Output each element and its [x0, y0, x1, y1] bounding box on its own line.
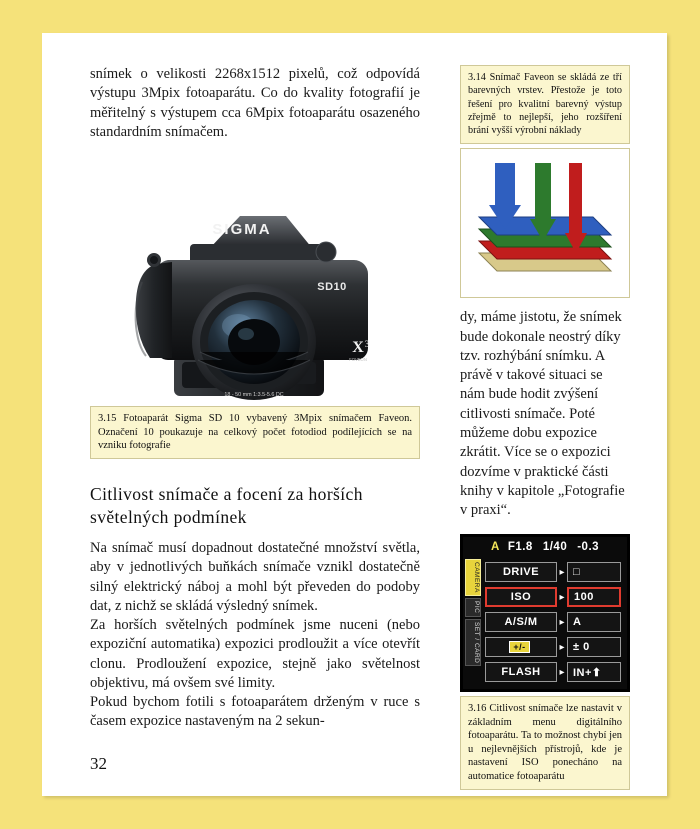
lcd-top-bar — [463, 537, 627, 557]
camera-menu-screenshot — [460, 534, 630, 692]
lcd-aperture: F1.8 — [507, 541, 533, 554]
lcd-row-asm-label: A/S/M — [485, 612, 557, 632]
lcd-row-drive[interactable] — [485, 561, 621, 583]
caption-figure-3-16: 3.16 Citlivost snímače lze nastavit v základním menu digitálního fotoaparátu. Ta to možnost chybí jen u nejlevnějších přístrojů, kde je nastavení ISO ponecháno na automatice fotoaparátu — [460, 696, 630, 790]
faveon-diagram-svg — [461, 149, 629, 297]
lcd-row-drive-value: □ — [567, 562, 621, 582]
right-column — [460, 65, 630, 790]
svg-text:3: 3 — [364, 339, 370, 350]
chevron-right-icon: ▸ — [559, 616, 565, 628]
lcd-row-flash-label: FLASH — [485, 662, 557, 682]
right-column-body-text: dy, máme jistotu, že snímek bude dokonale neostrý díky tzv. rozhýbání snímku. A právě v takové situaci se nám bude hodit zvýšení citlivosti snímače. Poté můžeme dobu expozice zkrátit. Více se o expozici dozvíme v praktické části knihy v kapitole „Fotografie v praxi“. — [460, 309, 625, 519]
page-number: 32 — [90, 754, 107, 773]
lcd-exposure-compensation: -0.3 — [577, 541, 600, 554]
lcd-row-flash[interactable] — [485, 661, 621, 683]
caption-figure-3-14: 3.14 Snímač Faveon se skládá ze tří barevných vrstev. Přestože je toto řešení pro kvalitní barevný výstup zřejmě to nejlepší, jeho rozšíření brání vyšší výrobní náklady — [460, 65, 630, 144]
lcd-row-iso-label: ISO — [485, 587, 557, 607]
chevron-right-icon: ▸ — [559, 566, 565, 578]
paragraph-3: Za horších světelných podmínek jsme nuceni (nebo expoziční automatika) expozici prodloužit a více otevřít clonu. Prodloužení expozice, stejně jako světelnost objektivu, má ovšem své limity. — [90, 617, 420, 691]
chevron-right-icon: ▸ — [559, 591, 565, 603]
intro-paragraph: snímek o velikosti 2268x1512 pixelů, což odpovídá výstupu 3Mpix fotoaparátu. Co do kvality fotografií je měřitelný s výstupem cca 6Mpix fotoaparátu osazeného standardním snímačem. — [90, 66, 420, 140]
lcd-tab-set-card[interactable]: SET / CARD — [465, 619, 481, 666]
svg-text:X: X — [352, 339, 364, 357]
lcd-menu-rows — [485, 561, 621, 686]
lcd-shutter: 1/40 — [542, 541, 568, 554]
lcd-row-asm[interactable] — [485, 611, 621, 633]
lcd-tab-pic[interactable]: PIC — [465, 598, 481, 616]
lcd-row-exposure-comp-value: ± 0 — [567, 637, 621, 657]
lcd-row-asm-value: A — [567, 612, 621, 632]
lcd-tab-camera[interactable]: CAMERA — [465, 559, 481, 596]
lcd-tab-strip[interactable] — [465, 559, 481, 687]
section-heading: Citlivost snímače a focení za horších světelných podmínek — [90, 484, 363, 528]
lcd-row-iso-value: 100 — [567, 587, 621, 607]
lcd-row-drive-label: DRIVE — [485, 562, 557, 582]
left-column — [90, 65, 420, 732]
camera-brand-label: SIGMA — [212, 221, 272, 239]
lcd-row-exposure-comp-label — [485, 637, 557, 657]
camera-menu-figure — [460, 534, 630, 790]
svg-text:FOVEON: FOVEON — [349, 357, 367, 363]
faveon-layers-diagram — [460, 148, 630, 298]
camera-photo-figure — [90, 156, 420, 406]
lcd-row-iso[interactable] — [485, 586, 621, 608]
paragraph-4: Pokud bychom fotili s fotoaparátem drženým v ruce s časem expozice nastaveným na 2 sekun- — [90, 694, 420, 730]
camera-lens-label: 18 - 50 mm 1:3.5-5.6 DC — [224, 392, 284, 399]
exposure-comp-icon: +/- — [509, 641, 529, 653]
lcd-mode: A — [491, 541, 500, 554]
camera-model-label: SD10 — [317, 281, 347, 294]
caption-figure-3-15: 3.15 Fotoaparát Sigma SD 10 vybavený 3Mpix snímačem Faveon. Označení 10 poukazuje na celkový počet fotodiod podílejících se na vzniku fotografie — [90, 406, 420, 459]
lcd-row-exposure-comp[interactable] — [485, 636, 621, 658]
page-content — [42, 33, 667, 796]
lcd-row-flash-value: IN+⬆ — [567, 662, 621, 682]
chevron-right-icon: ▸ — [559, 641, 565, 653]
chevron-right-icon: ▸ — [559, 666, 565, 678]
page-sheet — [42, 33, 667, 796]
paragraph-2: Na snímač musí dopadnout dostatečné množství světla, aby v jednotlivých buňkách snímače vznikl dostatečně silný elektrický náboj a mohl být převeden do podoby dat, z nichž se skládá výsledný snímek. — [90, 539, 420, 614]
camera-photo — [90, 156, 420, 406]
